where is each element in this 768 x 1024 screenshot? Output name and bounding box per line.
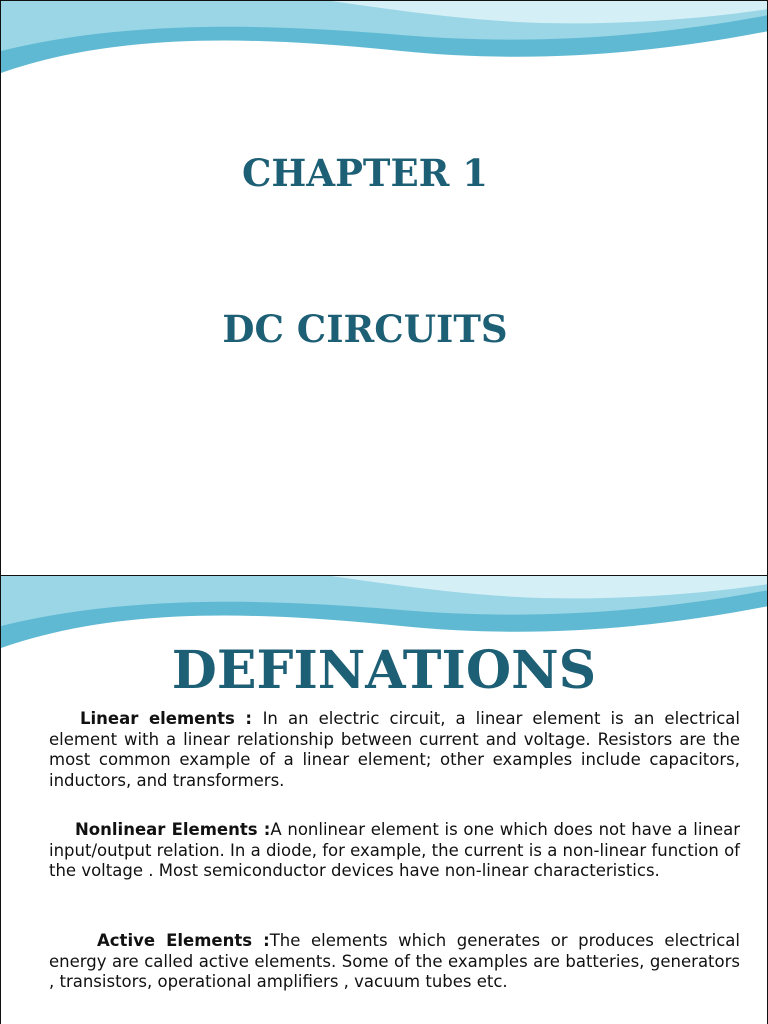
- definition-text: In an electric circuit, a linear element is an electrical element with a linear relationship between current and voltage. Resistors are the most common example of a linear element; other examples include capacitors, inductors, and transformers.: [49, 709, 740, 790]
- chapter-title: CHAPTER 1: [241, 151, 489, 195]
- definition-nonlinear-elements: [49, 820, 740, 882]
- subject-title: DC CIRCUITS: [222, 307, 508, 351]
- definition-term: Nonlinear Elements :: [75, 820, 271, 839]
- definition-linear-elements: [49, 709, 740, 791]
- wave-header-decoration: [1, 1, 768, 101]
- definition-term: Active Elements :: [97, 931, 270, 950]
- definition-term: Linear elements :: [80, 709, 263, 728]
- definition-active-elements: [49, 931, 740, 993]
- definition-text: A nonlinear element is one which does not have a linear input/output relation. In a diode, for example, the current is a non-linear function of the voltage . Most semiconductor devices have non-linear characteristics.: [49, 820, 740, 880]
- definition-text: The elements which generates or produces electrical energy are called active elements. Some of the examples are batteries, generators , transistors, operational amplifiers , vacuum tubes etc.: [49, 931, 740, 991]
- definitions-heading: DEFINATIONS: [171, 640, 597, 701]
